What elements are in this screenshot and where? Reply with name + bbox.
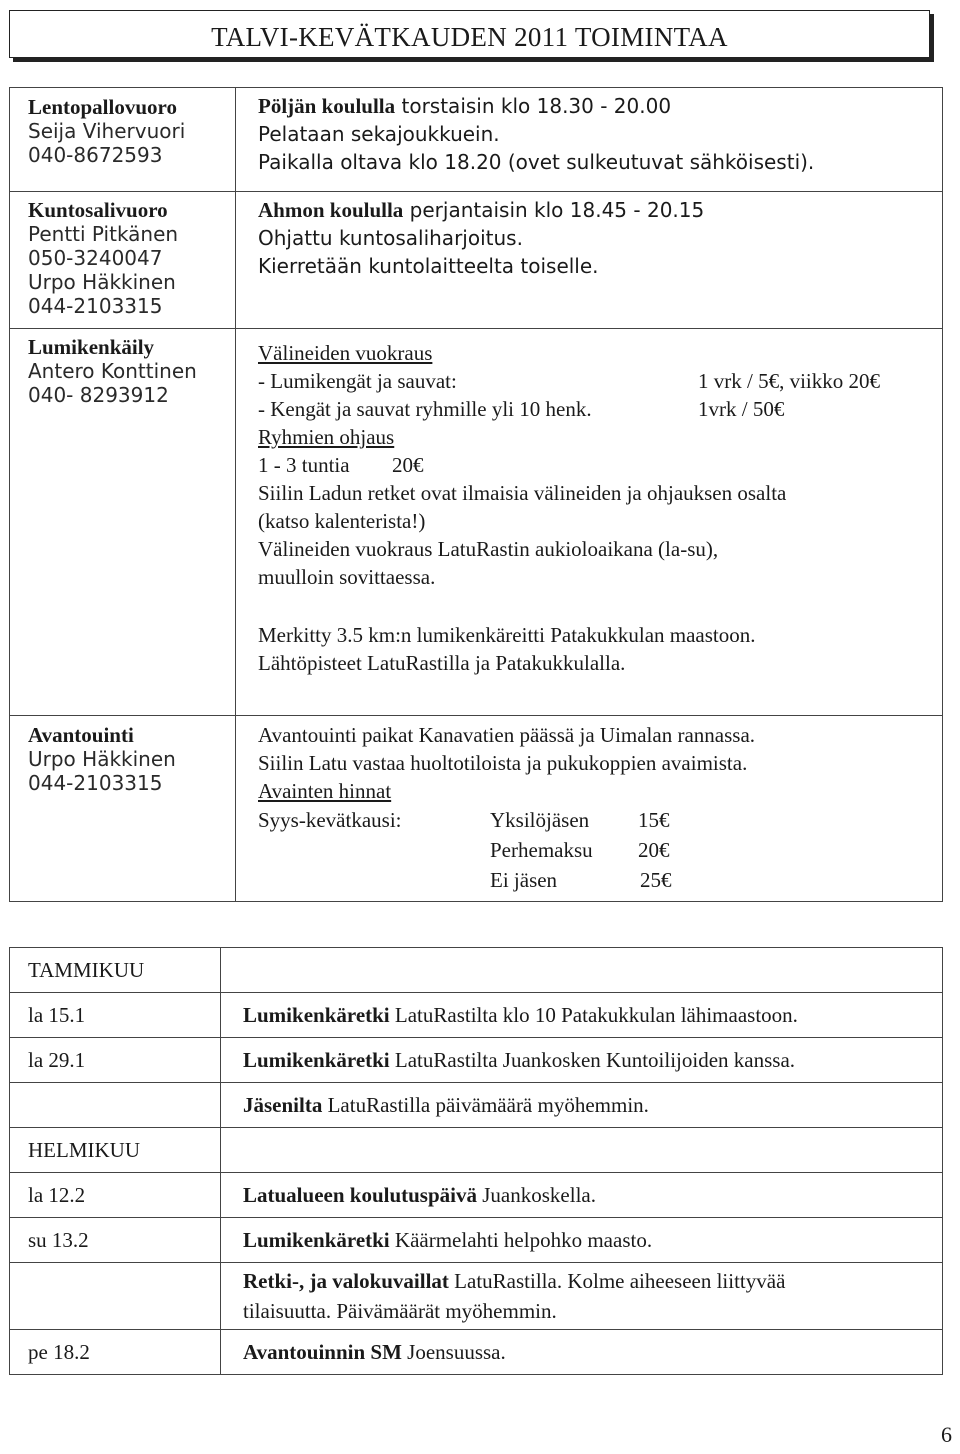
month-row xyxy=(10,1128,943,1173)
guidance-row xyxy=(258,451,942,479)
activity-heading: Avantouinti xyxy=(28,723,134,747)
event-cell xyxy=(221,1173,943,1218)
price-value: 25€ xyxy=(640,868,672,892)
info-line: Välineiden vuokraus LatuRastin aukioloaikana (la-su), xyxy=(258,537,719,561)
empty-cell xyxy=(221,948,943,993)
event-row xyxy=(10,993,943,1038)
event-row xyxy=(10,1330,943,1375)
event-row xyxy=(10,1173,943,1218)
guidance-price: 20€ xyxy=(392,453,424,477)
event-date: su 13.2 xyxy=(10,1218,221,1263)
event-text: LatuRastilla. Kolme aiheeseen liittyvää xyxy=(448,1269,786,1293)
event-cell xyxy=(221,993,943,1038)
event-date: pe 18.2 xyxy=(10,1330,221,1375)
price-row xyxy=(490,865,672,895)
activity-heading: Lentopallovuoro xyxy=(28,95,177,119)
price-list xyxy=(258,805,942,895)
rental-item: - Kengät ja sauvat ryhmille yli 10 henk. xyxy=(258,397,592,421)
event-cell xyxy=(221,1218,943,1263)
contact-name: Seija Vihervuori xyxy=(28,119,186,143)
contact-phone: 044-2103315 xyxy=(28,771,163,795)
activity-row-lentopallo xyxy=(10,88,943,192)
event-title: Retki-, ja valokuvaillat xyxy=(243,1269,449,1293)
contact-phone: 050-3240047 xyxy=(28,246,163,270)
event-text: Joensuussa. xyxy=(401,1340,506,1364)
description-cell xyxy=(236,192,943,329)
event-cell xyxy=(221,1330,943,1375)
event-title: Lumikenkäretki xyxy=(243,1228,390,1252)
price-label: Yksilöjäsen xyxy=(490,808,590,832)
event-text: LatuRastilta klo 10 Patakukkulan lähimaastoon. xyxy=(389,1003,798,1027)
event-title: Lumikenkäretki xyxy=(243,1003,390,1027)
description-cell xyxy=(236,329,943,716)
event-title: Latualueen koulutuspäivä xyxy=(243,1183,477,1207)
event-row xyxy=(10,1083,943,1128)
empty-cell xyxy=(221,1128,943,1173)
contact-name: Antero Konttinen xyxy=(28,359,197,383)
page-number: 6 xyxy=(941,1422,952,1447)
event-date: la 12.2 xyxy=(10,1173,221,1218)
trail-info: Lähtöpisteet LatuRastilla ja Patakukkulalla. xyxy=(258,651,626,675)
activity-row-avantouinti xyxy=(10,716,943,902)
guidance-duration: 1 - 3 tuntia xyxy=(258,453,350,477)
contact-name: Urpo Häkkinen xyxy=(28,747,176,771)
event-text: tilaisuutta. Päivämäärät myöhemmin. xyxy=(243,1299,557,1323)
month-row xyxy=(10,948,943,993)
info-line: Siilin Latu vastaa huoltotiloista ja pukukoppien avaimista. xyxy=(258,751,748,775)
month-cell xyxy=(10,1128,221,1173)
rental-price: 1vrk / 50€ xyxy=(698,397,785,421)
info-line: Avantouinti paikat Kanavatien päässä ja Uimalan rannassa. xyxy=(258,723,756,747)
contact-cell xyxy=(10,716,236,902)
contact-phone: 040- 8293912 xyxy=(28,383,169,407)
month-heading: HELMIKUU xyxy=(28,1138,140,1162)
info-line: (katso kalenterista!) xyxy=(258,509,426,533)
event-title: Jäsenilta xyxy=(243,1093,323,1117)
page-title: TALVI-KEVÄTKAUDEN 2011 TOIMINTAA xyxy=(211,22,728,52)
description-cell xyxy=(236,88,943,192)
price-rows xyxy=(490,805,672,895)
activity-row-kuntosali xyxy=(10,192,943,329)
price-row xyxy=(490,805,672,835)
event-text: Juankoskella. xyxy=(477,1183,596,1207)
contact-name: Pentti Pitkänen xyxy=(28,222,179,246)
guidance-heading: Ryhmien ohjaus xyxy=(258,425,395,449)
place-name: Pöljän koululla xyxy=(258,94,396,118)
price-label: Ei jäsen xyxy=(490,868,558,892)
info-line: Siilin Ladun retket ovat ilmaisia välineiden ja ohjauksen osalta xyxy=(258,481,787,505)
keys-heading: Avainten hinnat xyxy=(258,779,392,803)
event-title: Avantouinnin SM xyxy=(243,1340,402,1364)
event-date: la 29.1 xyxy=(10,1038,221,1083)
event-title: Lumikenkäretki xyxy=(243,1048,390,1072)
contact-cell xyxy=(10,329,236,716)
price-value: 15€ xyxy=(638,808,670,832)
price-label: Perhemaksu xyxy=(490,838,593,862)
price-row xyxy=(490,835,672,865)
rental-heading: Välineiden vuokraus xyxy=(258,341,433,365)
description-line: Ohjattu kuntosaliharjoitus. xyxy=(258,226,523,250)
contact-phone: 040-8672593 xyxy=(28,143,163,167)
description-line: Pelataan sekajoukkuein. xyxy=(258,122,500,146)
activity-row-lumikenkaily xyxy=(10,329,943,716)
rental-price: 1 vrk / 5€, viikko 20€ xyxy=(698,369,880,393)
event-date xyxy=(10,1263,221,1330)
rental-row xyxy=(258,367,942,395)
event-cell xyxy=(221,1263,943,1330)
event-text: LatuRastilla päivämäärä myöhemmin. xyxy=(322,1093,649,1117)
rental-row xyxy=(258,395,942,423)
activity-heading: Lumikenkäily xyxy=(28,335,155,359)
month-heading: TAMMIKUU xyxy=(28,958,145,982)
event-text: LatuRastilta Juankosken Kuntoilijoiden kanssa. xyxy=(389,1048,796,1072)
event-row xyxy=(10,1263,943,1330)
contact-cell xyxy=(10,88,236,192)
season-label: Syys-kevätkausi: xyxy=(258,808,402,832)
activities-table xyxy=(9,87,943,902)
contact-phone: 044-2103315 xyxy=(28,294,163,318)
schedule-text: perjantaisin klo 18.45 - 20.15 xyxy=(403,198,705,222)
event-date: la 15.1 xyxy=(10,993,221,1038)
price-value: 20€ xyxy=(638,838,670,862)
calendar-table xyxy=(9,947,943,1375)
event-date xyxy=(10,1083,221,1128)
event-cell xyxy=(221,1038,943,1083)
info-line: muulloin sovittaessa. xyxy=(258,565,436,589)
event-text: Käärmelahti helpohko maasto. xyxy=(389,1228,653,1252)
contact-name: Urpo Häkkinen xyxy=(28,270,176,294)
event-row xyxy=(10,1038,943,1083)
title-box xyxy=(9,10,930,58)
activity-heading: Kuntosalivuoro xyxy=(28,198,168,222)
contact-cell xyxy=(10,192,236,329)
event-row xyxy=(10,1218,943,1263)
schedule-text: torstaisin klo 18.30 - 20.00 xyxy=(395,94,672,118)
description-line: Paikalla oltava klo 18.20 (ovet sulkeutuvat sähköisesti). xyxy=(258,150,815,174)
event-cell xyxy=(221,1083,943,1128)
rental-item: - Lumikengät ja sauvat: xyxy=(258,369,457,393)
month-cell xyxy=(10,948,221,993)
description-line: Kierretään kuntolaitteelta toiselle. xyxy=(258,254,599,278)
description-cell xyxy=(236,716,943,902)
trail-info: Merkitty 3.5 km:n lumikenkäreitti Patakukkulan maastoon. xyxy=(258,623,756,647)
place-name: Ahmon koululla xyxy=(258,198,404,222)
